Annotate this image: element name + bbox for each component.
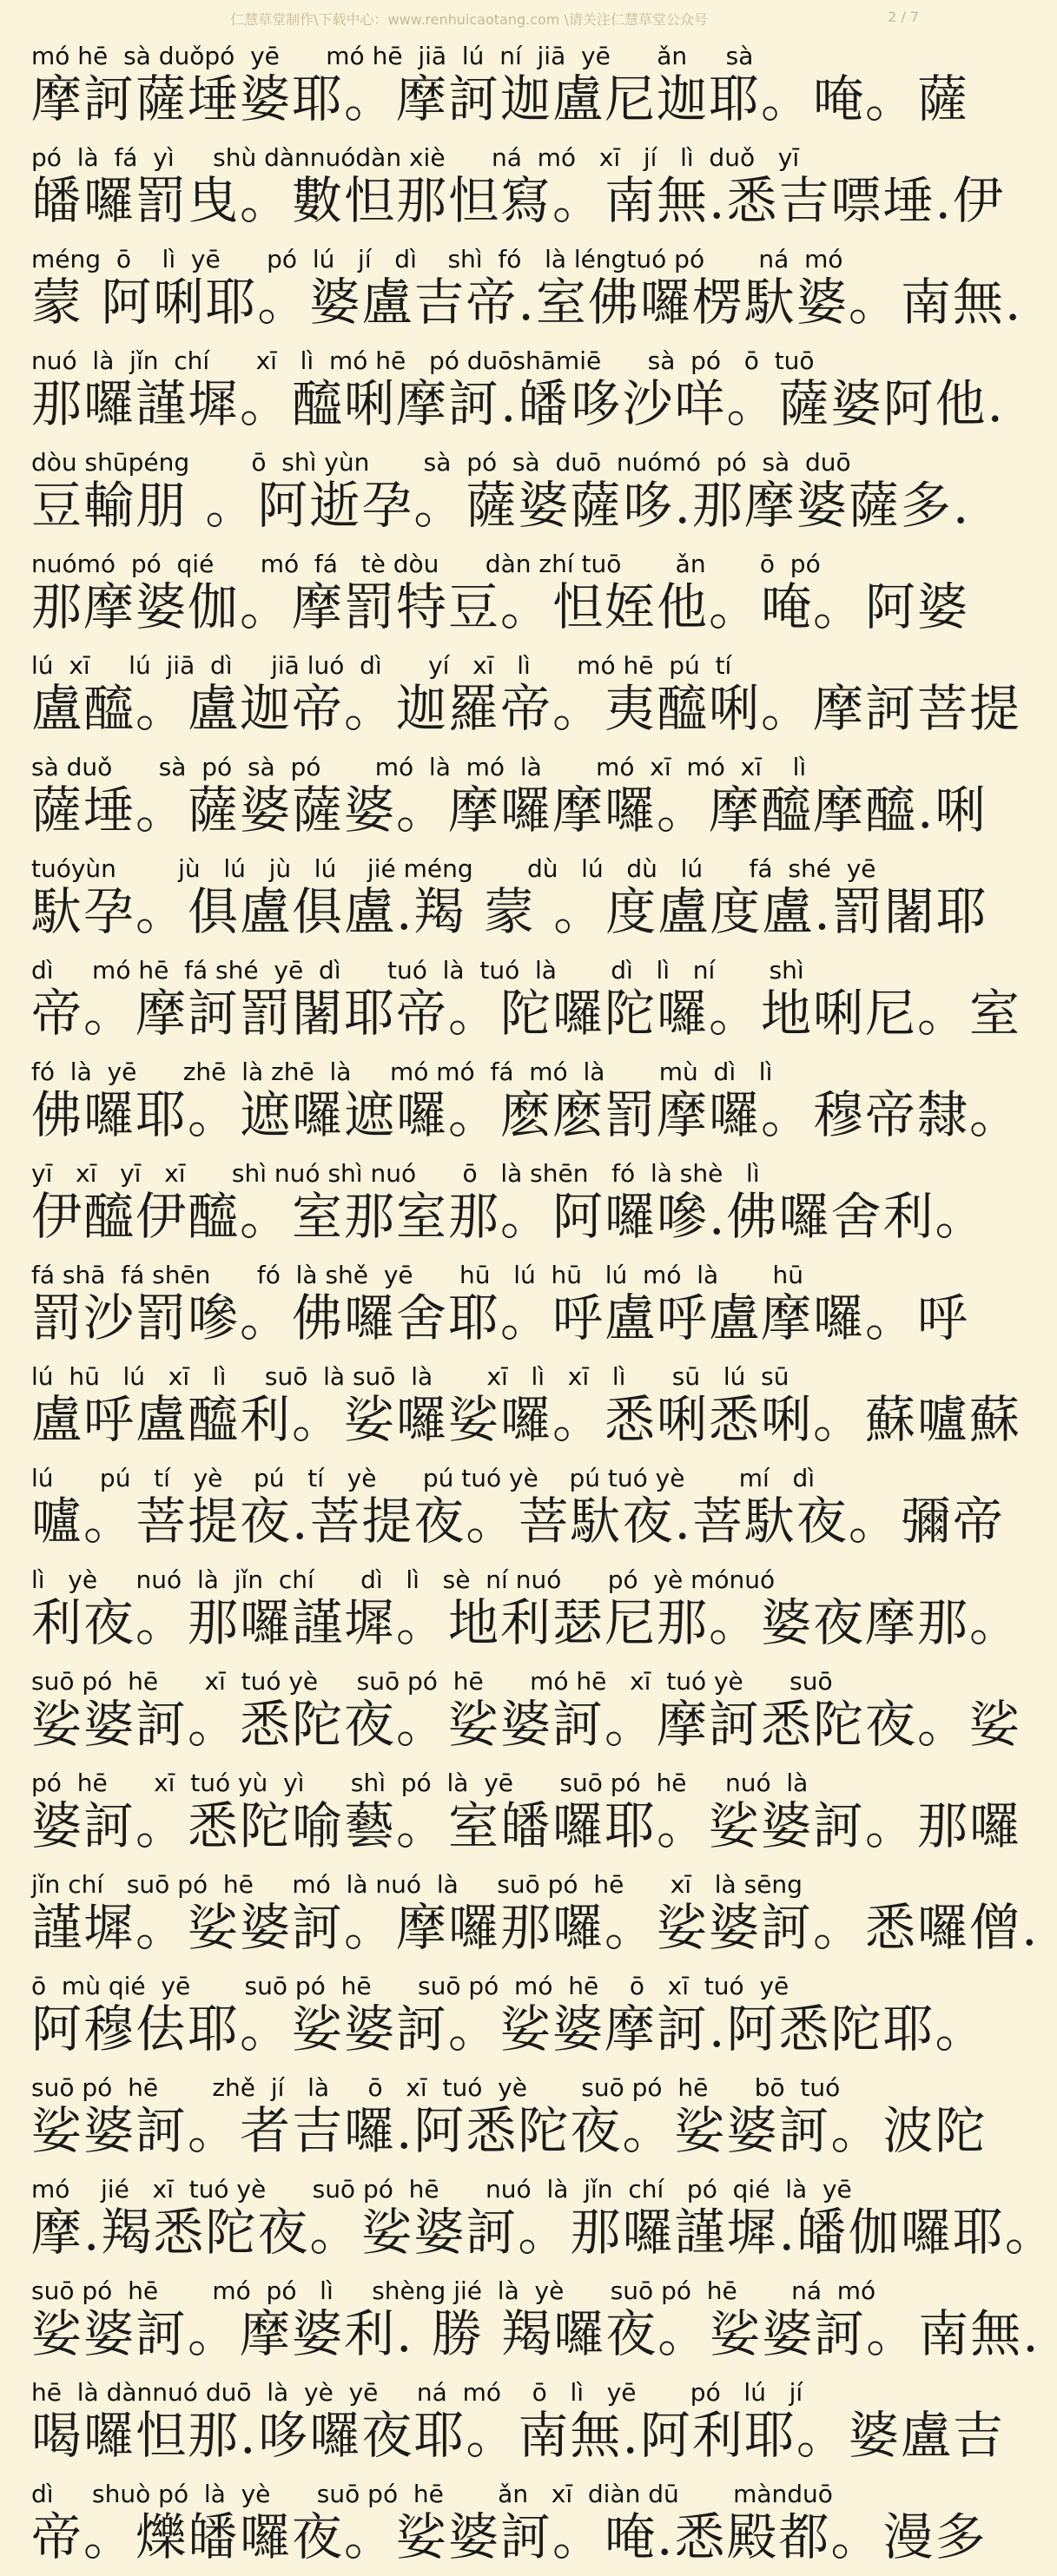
text-line <box>31 1261 970 1357</box>
hanzi-line: 盧呼盧醯利。娑囉娑囉。悉唎悉唎。蘇嚧蘇 <box>31 1390 1022 1449</box>
scripture-text <box>0 42 1057 2576</box>
pinyin-line: hē là dànnuó duō là yè yē ná mó ō lì yē pó lú jí <box>31 2378 803 2407</box>
text-line <box>31 2480 988 2576</box>
pinyin-line: pó là fá yì shù dànnuódàn xiè ná mó xī jí lì duǒ yī <box>31 143 800 172</box>
pinyin-line: lú xī lú jiā dì jiā luó dì yí xī lì mó hē pú tí <box>31 651 732 680</box>
hanzi-line: 馱孕。俱盧俱盧.羯 蒙 。度盧度盧.罰闍耶 <box>31 882 988 941</box>
pinyin-line: ō mù qié yē suō pó hē suō pó mó hē ō xī tuó yē <box>31 1972 789 2000</box>
pinyin-line: suō pó hē zhě jí là ō xī tuó yè suō pó hē bō tuó <box>31 2073 841 2102</box>
hanzi-line: 佛囉耶。遮囉遮囉。麽麽罰摩囉。穆帝隸。 <box>31 1085 1022 1144</box>
text-line <box>31 1057 1022 1154</box>
pinyin-line: suō pó hē xī tuó yè suō pó hē mó hē xī tuó yè suō <box>31 1667 833 1696</box>
text-line <box>31 2276 1040 2373</box>
pinyin-line: fó là yē zhē là zhē là mó mó fá mó là mù dì lì <box>31 1057 773 1086</box>
text-line <box>31 956 1022 1052</box>
pinyin-line: dòu shūpéng ō shì yùn sà pó sà duō nuómó pó sà duō <box>31 448 851 477</box>
hanzi-line: 帝。摩訶罰闍耶帝。陀囉陀囉。地唎尼。室 <box>31 984 1022 1043</box>
text-line <box>31 245 1023 341</box>
hanzi-line: 嚧。菩提夜.菩提夜。菩馱夜.菩馱夜。彌帝 <box>31 1492 1005 1551</box>
text-line <box>31 1870 1040 1967</box>
text-line <box>31 550 970 646</box>
text-line <box>31 1159 988 1255</box>
hanzi-line: 摩訶薩埵婆耶。摩訶迦盧尼迦耶。唵。薩 <box>31 69 970 128</box>
hanzi-line: 阿穆佉耶。娑婆訶。娑婆摩訶.阿悉陀耶。 <box>31 2000 988 2059</box>
text-line <box>31 753 988 849</box>
pinyin-line: sà duǒ sà pó sà pó mó là mó là mó xī mó xī lì <box>31 753 807 781</box>
pinyin-line: méng ō lì yē pó lú jí dì shì fó là léngtuó pó ná mó <box>31 245 843 273</box>
pinyin-line: lì yè nuó là jǐn chí dì lì sè ní nuó pó yè mónuó <box>31 1565 776 1594</box>
pinyin-line: dì mó hē fá shé yē dì tuó là tuó là dì lì ní shì <box>31 956 804 985</box>
pinyin-line: lú pú tí yè pú tí yè pú tuó yè pú tuó yè mí dì <box>31 1464 816 1492</box>
hanzi-line: 那囉謹墀。醯唎摩訶.皤哆沙咩。薩婆阿他. <box>31 374 1005 433</box>
hanzi-line: 摩.羯悉陀夜。娑婆訶。那囉謹墀.皤伽囉耶。 <box>31 2203 1057 2262</box>
page-header <box>0 0 938 36</box>
text-line <box>31 1769 1022 1865</box>
pinyin-line: lú hū lú xī lì suō là suō là xī lì xī lì sū lú sū <box>31 1362 789 1391</box>
hanzi-line: 喝囉怛那.哆囉夜耶。南無.阿利耶。婆盧吉 <box>31 2406 1005 2465</box>
pinyin-line: mó hē sà duǒpó yē mó hē jiā lú ní jiā yē ǎn sà <box>31 42 754 70</box>
hanzi-line: 謹墀。娑婆訶。摩囉那囉。娑婆訶。悉囉僧. <box>31 1898 1040 1957</box>
text-line <box>31 42 970 138</box>
text-line <box>31 854 988 951</box>
hanzi-line: 那摩婆伽。摩罰特豆。怛姪他。唵。阿婆 <box>31 577 970 636</box>
pinyin-line: fá shā fá shēn fó là shě yē hū lú hū lú mó là hū <box>31 1261 803 1289</box>
hanzi-line: 帝。爍皤囉夜。娑婆訶。唵.悉殿都。漫多 <box>31 2507 988 2566</box>
pinyin-line: nuómó pó qié mó fá tè dòu dàn zhí tuō ǎn ō pó <box>31 550 821 578</box>
page-number: 2 / 7 <box>888 9 919 25</box>
text-line <box>31 143 1005 240</box>
hanzi-line: 婆訶。悉陀喻藝。室皤囉耶。娑婆訶。那囉 <box>31 1796 1022 1855</box>
hanzi-line: 薩埵。薩婆薩婆。摩囉摩囉。摩醯摩醯.唎 <box>31 781 988 840</box>
text-line <box>31 651 1022 748</box>
hanzi-line: 伊醯伊醯。室那室那。阿囉嘇.佛囉舍利。 <box>31 1187 988 1246</box>
hanzi-line: 娑婆訶。者吉囉.阿悉陀夜。娑婆訶。波陀 <box>31 2101 988 2160</box>
hanzi-line: 蒙 阿唎耶。婆盧吉帝.室佛囉楞馱婆。南無. <box>31 273 1023 332</box>
text-line <box>31 2175 1057 2271</box>
text-line <box>31 1362 1022 1459</box>
text-line <box>31 448 971 544</box>
hanzi-line: 豆輸朋 。阿逝孕。薩婆薩哆.那摩婆薩多. <box>31 476 971 535</box>
pinyin-line: mó jié xī tuó yè suō pó hē nuó là jǐn chí pó qié là yē <box>31 2175 852 2204</box>
hanzi-line: 盧醯。盧迦帝。迦羅帝。夷醯唎。摩訶菩提 <box>31 679 1022 738</box>
text-line <box>31 1464 1005 1560</box>
pinyin-line: nuó là jǐn chí xī lì mó hē pó duōshāmiē sà pó ō tuō <box>31 346 815 375</box>
hanzi-line: 罰沙罰嘇。佛囉舍耶。呼盧呼盧摩囉。呼 <box>31 1288 970 1347</box>
pinyin-line: suō pó hē mó pó lì shèng jié là yè suō pó hē ná mó <box>31 2276 876 2305</box>
hanzi-line: 娑婆訶。悉陀夜。娑婆訶。摩訶悉陀夜。娑 <box>31 1695 1022 1754</box>
text-line <box>31 346 1005 443</box>
pinyin-line: dì shuò pó là yè suō pó hē ǎn xī diàn dū mànduō <box>31 2480 833 2508</box>
text-line <box>31 2378 1005 2474</box>
text-line <box>31 1972 988 2068</box>
text-line <box>31 1667 1022 1763</box>
hanzi-line: 娑婆訶。摩婆利. 勝 羯囉夜。娑婆訶。南無. <box>31 2304 1040 2363</box>
header-title: 仁慧草堂制作\下载中心：www.renhuicaotang.com \请关注仁慧草堂公众号 <box>230 11 708 28</box>
pinyin-line: yī xī yī xī shì nuó shì nuó ō là shēn fó là shè lì <box>31 1159 760 1188</box>
pinyin-line: tuóyùn jù lú jù lú jié méng dù lú dù lú fá shé yē <box>31 854 876 883</box>
pinyin-line: pó hē xī tuó yù yì shì pó là yē suō pó hē nuó là <box>31 1769 809 1797</box>
text-line <box>31 1565 1022 1662</box>
hanzi-line: 皤囉罰曳。數怛那怛寫。南無.悉吉嘌埵.伊 <box>31 171 1005 230</box>
hanzi-line: 利夜。那囉謹墀。地利瑟尼那。婆夜摩那。 <box>31 1593 1022 1652</box>
text-line <box>31 2073 988 2170</box>
pinyin-line: jǐn chí suō pó hē mó là nuó là suō pó hē xī là sēng <box>31 1870 803 1899</box>
